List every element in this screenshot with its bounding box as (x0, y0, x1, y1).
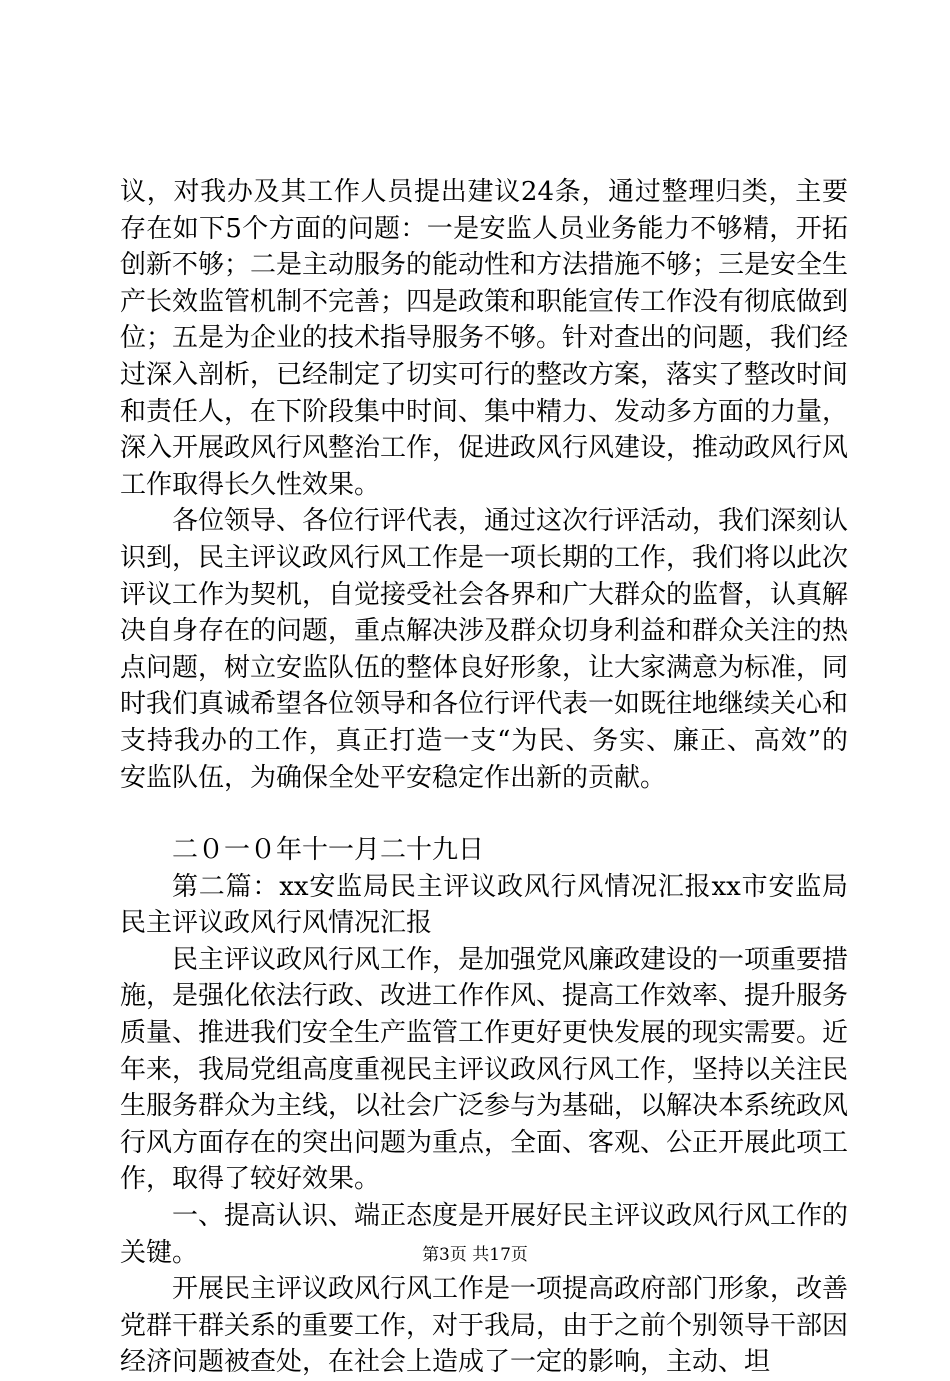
paragraph-section-one-body: 开展民主评议政风行风工作是一项提高政府部门形象，改善党群干群关系的重要工作，对于我局，由于之前个别领导干部因经济问题被查处，在社会上造成了一定的影响，主动、坦 (120, 1274, 849, 1378)
paragraph-introduction: 民主评议政风行风工作，是加强党风廉政建设的一项重要措施，是强化依法行政、改进工作作风、提高工作效率、提升服务质量、推进我们安全生产监管工作更好更快发展的现实需要。近年来，我局党组高度重视民主评议政风行风工作，坚持以关注民生服务群众为主线，以社会广泛参与为基础，以解决本系统政风行风方面存在的突出问题为重点，全面、客观、公正开展此项工作，取得了较好效果。 (120, 944, 849, 1195)
report-date: 二０一０年十一月二十九日 (172, 835, 485, 866)
paragraph-spacer (120, 796, 848, 832)
section-two-title: 第二篇：xx安监局民主评议政风行风情况汇报xx市安监局民主评议政风行风情况汇报 (120, 871, 848, 939)
paragraph-issues-summary: 议，对我办及其工作人员提出建议24条，通过整理归类，主要存在如下5个方面的问题：一是安监人员业务能力不够精，开拓创新不够；二是主动服务的能动性和方法措施不够；三是安全生产长效监管机制不完善；四是政策和职能宣传工作没有彻底做到位；五是为企业的技术指导服务不够。针对查出的问题，我们经过深入剖析，已经制定了切实可行的整改方案，落实了整改时间和责任人，在下阶段集中时间、集中精力、发动多方面的力量，深入开展政风行风整治工作，促进政风行风建设，推动政风行风工作取得长久性效果。 (120, 177, 849, 500)
document-body (120, 174, 848, 1381)
section-heading-one: 一、提高认识、端正态度是开展好民主评议政风行风工作的关键。 (120, 1201, 849, 1268)
paragraph-closing-remarks: 各位领导、各位行评代表，通过这次行评活动，我们深刻认识到，民主评议政风行风工作是一项长期的工作，我们将以此次评议工作为契机，自觉接受社会各界和广大群众的监督，认真解决自身存在的问题，重点解决涉及群众切身利益和群众关注的热点问题，树立安监队伍的整体良好形象，让大家满意为标准，同时我们真诚希望各位领导和各位行评代表一如既往地继续关心和支持我办的工作，真正打造一支“为民、务实、廉正、高效”的安监队伍，为确保全处平安稳定作出新的贡献。 (120, 506, 849, 793)
page-number-footer: 第3页 共17页 (422, 1245, 528, 1265)
